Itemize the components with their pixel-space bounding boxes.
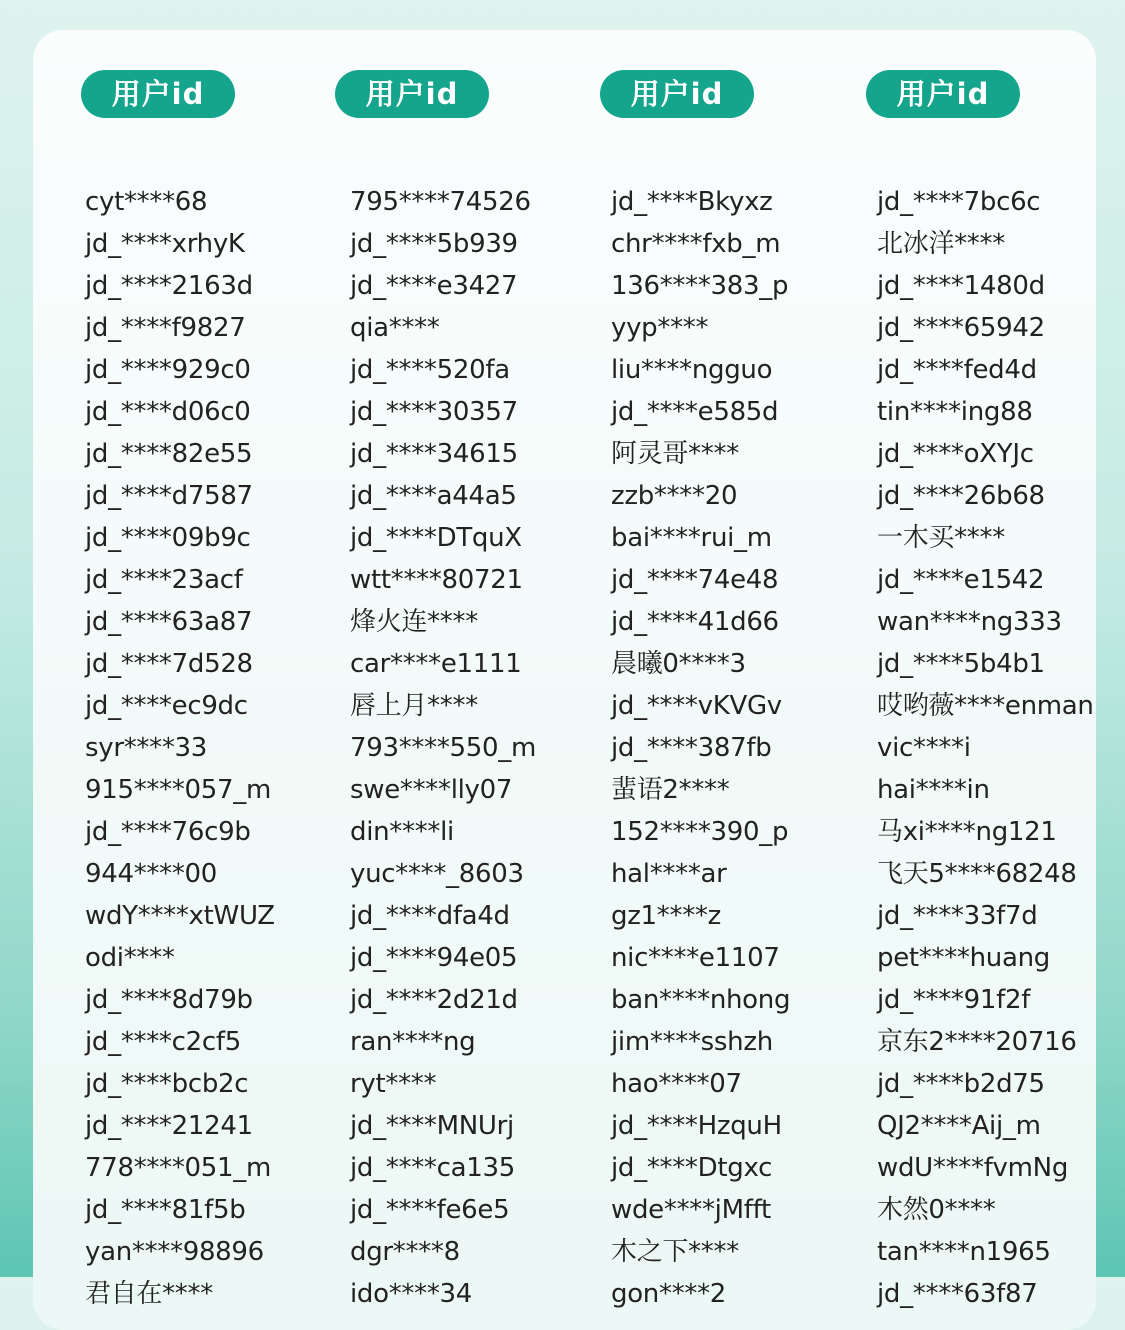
user-id-item: wdU****fvmNg bbox=[877, 1153, 1069, 1183]
user-id-item: jd_****HzquH bbox=[611, 1111, 782, 1141]
user-id-item: jd_****34615 bbox=[350, 439, 518, 469]
user-id-item: liu****ngguo bbox=[611, 355, 773, 385]
user-id-item: 915****057_m bbox=[85, 775, 271, 805]
user-id-item: bai****rui_m bbox=[611, 523, 772, 553]
user-id-item: jd_****Bkyxz bbox=[611, 187, 773, 217]
user-id-item: jd_****5b4b1 bbox=[877, 649, 1045, 679]
user-id-item: nic****e1107 bbox=[611, 943, 780, 973]
user-id-item: gz1****z bbox=[611, 901, 721, 931]
user-id-item: jd_****fed4d bbox=[877, 355, 1037, 385]
user-id-item: odi**** bbox=[85, 943, 175, 973]
user-id-item: jd_****63a87 bbox=[85, 607, 253, 637]
column-header-pill: 用户id bbox=[335, 70, 489, 118]
user-id-item: hai****in bbox=[877, 775, 990, 805]
column-header-pill: 用户id bbox=[81, 70, 235, 118]
user-id-item: jd_****b2d75 bbox=[877, 1069, 1045, 1099]
user-id-item: jd_****30357 bbox=[350, 397, 518, 427]
user-id-item: jim****sshzh bbox=[611, 1027, 773, 1057]
user-id-item: jd_****a44a5 bbox=[350, 481, 517, 511]
user-id-item: 晨曦0****3 bbox=[611, 649, 746, 679]
user-id-item: 烽火连**** bbox=[350, 607, 478, 637]
user-id-item: jd_****41d66 bbox=[611, 607, 779, 637]
user-id-item: wtt****80721 bbox=[350, 565, 523, 595]
user-id-item: jd_****dfa4d bbox=[350, 901, 510, 931]
user-id-item: wan****ng333 bbox=[877, 607, 1062, 637]
user-id-item: 944****00 bbox=[85, 859, 218, 889]
user-id-item: ban****nhong bbox=[611, 985, 791, 1015]
user-id-item: din****li bbox=[350, 817, 454, 847]
user-id-item: zzb****20 bbox=[611, 481, 738, 511]
user-id-item: ido****34 bbox=[350, 1279, 473, 1309]
user-id-item: jd_****33f7d bbox=[877, 901, 1038, 931]
user-id-item: jd_****e1542 bbox=[877, 565, 1045, 595]
user-id-item: QJ2****Aij_m bbox=[877, 1111, 1041, 1141]
user-id-item: jd_****ca135 bbox=[350, 1153, 515, 1183]
user-id-item: jd_****7d528 bbox=[85, 649, 253, 679]
user-id-item: 木之下**** bbox=[611, 1237, 739, 1267]
user-id-item: jd_****e585d bbox=[611, 397, 779, 427]
user-id-item: 木然0**** bbox=[877, 1195, 996, 1225]
user-id-item: 一木买**** bbox=[877, 523, 1005, 553]
user-id-item: jd_****387fb bbox=[611, 733, 772, 763]
user-id-item: jd_****929c0 bbox=[85, 355, 251, 385]
user-id-item: 136****383_p bbox=[611, 271, 789, 301]
user-id-item: jd_****d06c0 bbox=[85, 397, 251, 427]
user-id-item: vic****i bbox=[877, 733, 971, 763]
user-id-item: cyt****68 bbox=[85, 187, 208, 217]
user-id-item: 京东2****20716 bbox=[877, 1027, 1077, 1057]
user-id-item: 蜚语2**** bbox=[611, 775, 730, 805]
user-id-item: jd_****d7587 bbox=[85, 481, 253, 511]
user-id-item: wde****jMfft bbox=[611, 1195, 771, 1225]
column-header-pill: 用户id bbox=[600, 70, 754, 118]
user-id-item: jd_****21241 bbox=[85, 1111, 253, 1141]
user-id-item: jd_****82e55 bbox=[85, 439, 253, 469]
user-id-list bbox=[350, 181, 536, 1315]
user-id-item: 唇上月**** bbox=[350, 691, 478, 721]
user-id-item: jd_****7bc6c bbox=[877, 187, 1041, 217]
user-id-item: jd_****74e48 bbox=[611, 565, 779, 595]
user-id-item: jd_****oXYJc bbox=[877, 439, 1034, 469]
user-id-item: 778****051_m bbox=[85, 1153, 271, 1183]
user-id-item: jd_****26b68 bbox=[877, 481, 1045, 511]
user-id-item: jd_****1480d bbox=[877, 271, 1045, 301]
user-id-panel bbox=[33, 30, 1096, 1330]
user-id-item: yan****98896 bbox=[85, 1237, 264, 1267]
user-id-item: jd_****5b939 bbox=[350, 229, 518, 259]
user-id-item: jd_****bcb2c bbox=[85, 1069, 249, 1099]
user-id-item: 阿灵哥**** bbox=[611, 439, 739, 469]
user-id-item: 马xi****ng121 bbox=[877, 817, 1057, 847]
user-id-item: jd_****e3427 bbox=[350, 271, 518, 301]
user-id-item: jd_****23acf bbox=[85, 565, 243, 595]
user-id-item: jd_****91f2f bbox=[877, 985, 1031, 1015]
user-id-item: tan****n1965 bbox=[877, 1237, 1051, 1267]
user-id-item: 北冰洋**** bbox=[877, 229, 1005, 259]
user-id-item: ryt**** bbox=[350, 1069, 437, 1099]
user-id-item: jd_****2163d bbox=[85, 271, 253, 301]
user-id-item: 152****390_p bbox=[611, 817, 789, 847]
user-id-item: syr****33 bbox=[85, 733, 208, 763]
user-id-item: jd_****94e05 bbox=[350, 943, 518, 973]
user-id-item: 君自在**** bbox=[85, 1279, 213, 1309]
user-id-list bbox=[611, 181, 790, 1315]
user-id-item: pet****huang bbox=[877, 943, 1050, 973]
user-id-item: jd_****Dtgxc bbox=[611, 1153, 773, 1183]
user-id-list bbox=[85, 181, 275, 1315]
user-id-item: jd_****65942 bbox=[877, 313, 1045, 343]
user-id-item: jd_****f9827 bbox=[85, 313, 246, 343]
user-id-item: jd_****vKVGv bbox=[611, 691, 782, 721]
user-id-item: jd_****fe6e5 bbox=[350, 1195, 510, 1225]
user-id-item: jd_****2d21d bbox=[350, 985, 518, 1015]
user-id-item: jd_****8d79b bbox=[85, 985, 253, 1015]
user-id-item: jd_****09b9c bbox=[85, 523, 251, 553]
user-id-item: 飞天5****68248 bbox=[877, 859, 1077, 889]
user-id-list bbox=[877, 181, 1094, 1315]
user-id-item: chr****fxb_m bbox=[611, 229, 781, 259]
user-id-item: swe****lly07 bbox=[350, 775, 513, 805]
user-id-item: yuc****_8603 bbox=[350, 859, 524, 889]
user-id-item: jd_****MNUrj bbox=[350, 1111, 514, 1141]
user-id-item: 795****74526 bbox=[350, 187, 531, 217]
user-id-item: dgr****8 bbox=[350, 1237, 460, 1267]
user-id-item: tin****ing88 bbox=[877, 397, 1033, 427]
column-header-pill: 用户id bbox=[866, 70, 1020, 118]
user-id-item: wdY****xtWUZ bbox=[85, 901, 275, 931]
user-id-item: yyp**** bbox=[611, 313, 709, 343]
user-id-item: ran****ng bbox=[350, 1027, 476, 1057]
user-id-item: qia**** bbox=[350, 313, 440, 343]
user-id-item: jd_****ec9dc bbox=[85, 691, 248, 721]
user-id-item: hal****ar bbox=[611, 859, 727, 889]
user-id-item: 793****550_m bbox=[350, 733, 536, 763]
user-id-item: jd_****81f5b bbox=[85, 1195, 246, 1225]
user-id-item: jd_****520fa bbox=[350, 355, 510, 385]
user-id-item: jd_****c2cf5 bbox=[85, 1027, 241, 1057]
user-id-item: gon****2 bbox=[611, 1279, 727, 1309]
user-id-item: jd_****63f87 bbox=[877, 1279, 1038, 1309]
user-id-item: car****e1111 bbox=[350, 649, 522, 679]
user-id-item: jd_****DTquX bbox=[350, 523, 522, 553]
user-id-item: 哎哟薇****enman bbox=[877, 691, 1094, 721]
user-id-item: hao****07 bbox=[611, 1069, 742, 1099]
user-id-item: jd_****xrhyK bbox=[85, 229, 245, 259]
user-id-item: jd_****76c9b bbox=[85, 817, 251, 847]
